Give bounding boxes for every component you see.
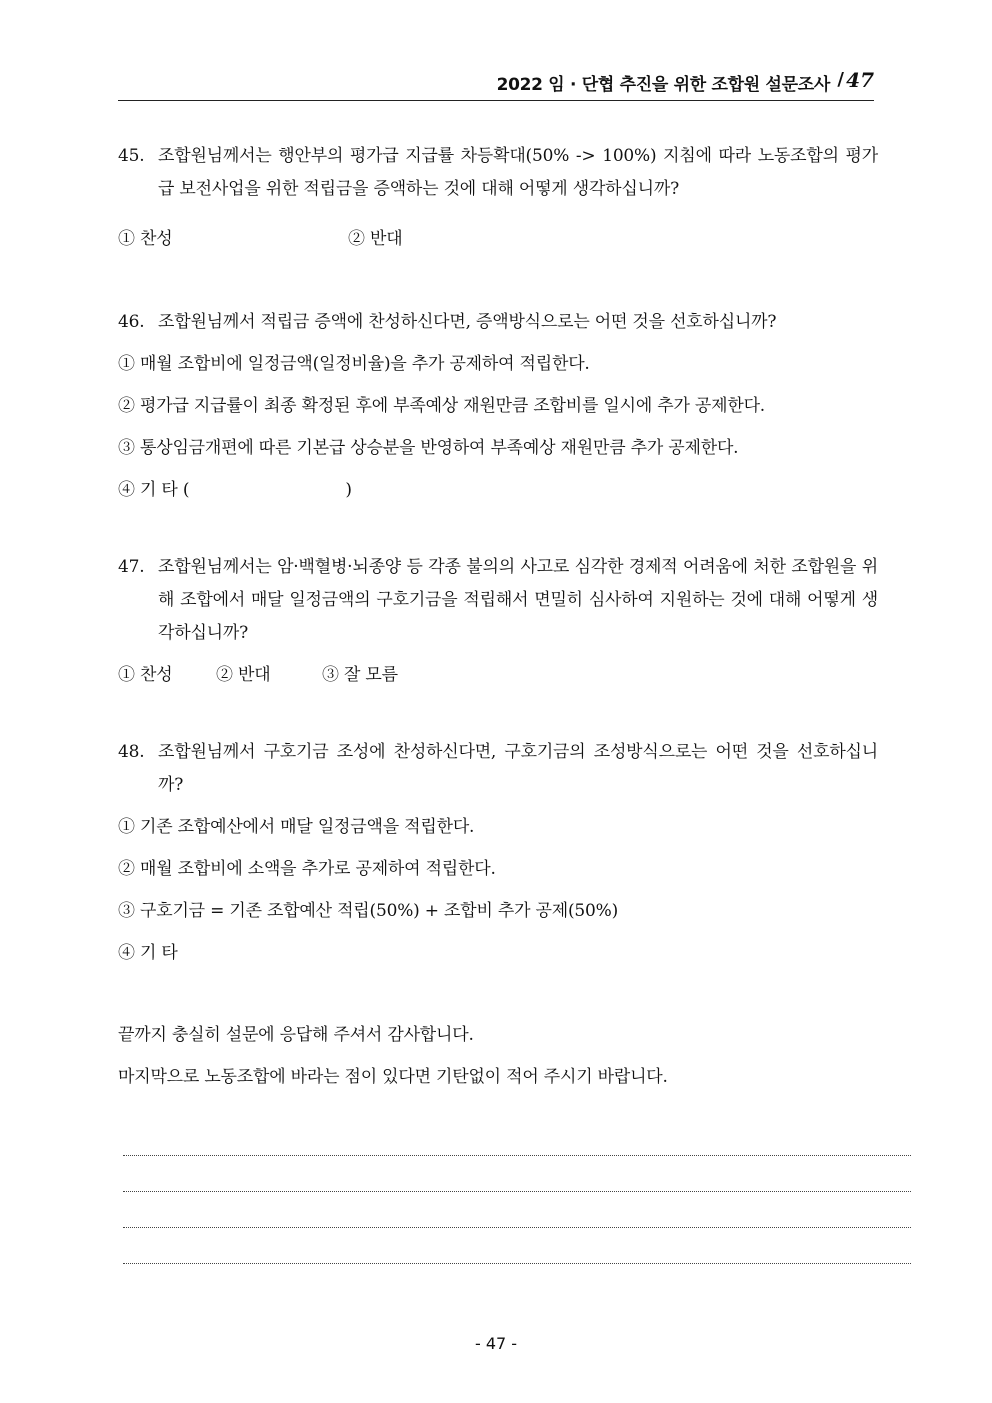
q48-option-4[interactable]: ④ 기 타 — [118, 943, 178, 963]
survey-content — [118, 140, 878, 1098]
answer-line[interactable] — [123, 1191, 911, 1192]
q47-option-disagree[interactable]: ② 반대 — [216, 665, 271, 685]
q48-option-3[interactable]: ③ 구호기금 = 기존 조합예산 적립(50%) + 조합비 추가 공제(50%) — [118, 901, 619, 921]
question-number: 45. — [118, 146, 145, 166]
closing-thanks: 끝까지 충실히 설문에 응답해 주셔서 감사합니다. — [118, 1025, 474, 1045]
answer-line[interactable] — [123, 1155, 911, 1156]
page-footer: - 47 - — [474, 1334, 518, 1353]
q47-options — [118, 654, 878, 696]
question-46 — [118, 306, 878, 339]
q46-option-1[interactable]: ① 매월 조합비에 일정금액(일정비율)을 추가 공제하여 적립한다. — [118, 354, 590, 374]
header-page-number: 47 — [846, 68, 874, 92]
header-separator: / — [837, 69, 844, 90]
header-title: 2022 임 · 단협 추진을 위한 조합원 설문조사 — [496, 75, 830, 95]
question-number: 46. — [118, 312, 145, 332]
question-47 — [118, 551, 878, 650]
answer-line[interactable] — [123, 1227, 911, 1228]
q47-option-unsure[interactable]: ③ 잘 모름 — [322, 665, 398, 685]
question-number: 48. — [118, 742, 145, 762]
question-text: 조합원님께서는 암·백혈병·뇌종양 등 각종 불의의 사고로 심각한 경제적 어려움에 처한 조합원을 위해 조합에서 매달 일정금액의 구호기금을 적립해서 면밀히 심사하여 지원하는 것에 대해 어떻게 생각하십니까? — [158, 557, 878, 643]
q46-option-2[interactable]: ② 평가급 지급률이 최종 확정된 후에 부족예상 재원만큼 조합비를 일시에 추가 공제한다. — [118, 396, 766, 416]
question-number: 47. — [118, 557, 145, 577]
q45-option-agree[interactable]: ① 찬성 — [118, 229, 173, 249]
q45-option-disagree[interactable]: ② 반대 — [348, 229, 403, 249]
q46-option-4[interactable]: ④ 기 타 ( ) — [118, 480, 352, 500]
q45-options — [118, 218, 878, 260]
q48-option-1[interactable]: ① 기존 조합예산에서 매달 일정금액을 적립한다. — [118, 817, 475, 837]
closing-request: 마지막으로 노동조합에 바라는 점이 있다면 기탄없이 적어 주시기 바랍니다. — [118, 1067, 668, 1087]
page-header — [118, 60, 874, 101]
q46-option-3[interactable]: ③ 통상임금개편에 따른 기본급 상승분을 반영하여 부족예상 재원만큼 추가 공제한다. — [118, 438, 739, 458]
q47-option-agree[interactable]: ① 찬성 — [118, 665, 173, 685]
question-48 — [118, 736, 878, 802]
question-text: 조합원님께서 구호기금 조성에 찬성하신다면, 구호기금의 조성방식으로는 어떤 것을 선호하십니까? — [158, 742, 878, 795]
free-response-area[interactable] — [123, 1155, 911, 1299]
question-text: 조합원님께서는 행안부의 평가급 지급률 차등확대(50% -> 100%) 지침에 따라 노동조합의 평가급 보전사업을 위한 적립금을 증액하는 것에 대해 어떻게 생각하십니까? — [158, 146, 878, 199]
question-text: 조합원님께서 적립금 증액에 찬성하신다면, 증액방식으로는 어떤 것을 선호하십니까? — [158, 312, 777, 332]
q48-option-2[interactable]: ② 매월 조합비에 소액을 추가로 공제하여 적립한다. — [118, 859, 496, 879]
answer-line[interactable] — [123, 1263, 911, 1264]
question-45 — [118, 140, 878, 206]
